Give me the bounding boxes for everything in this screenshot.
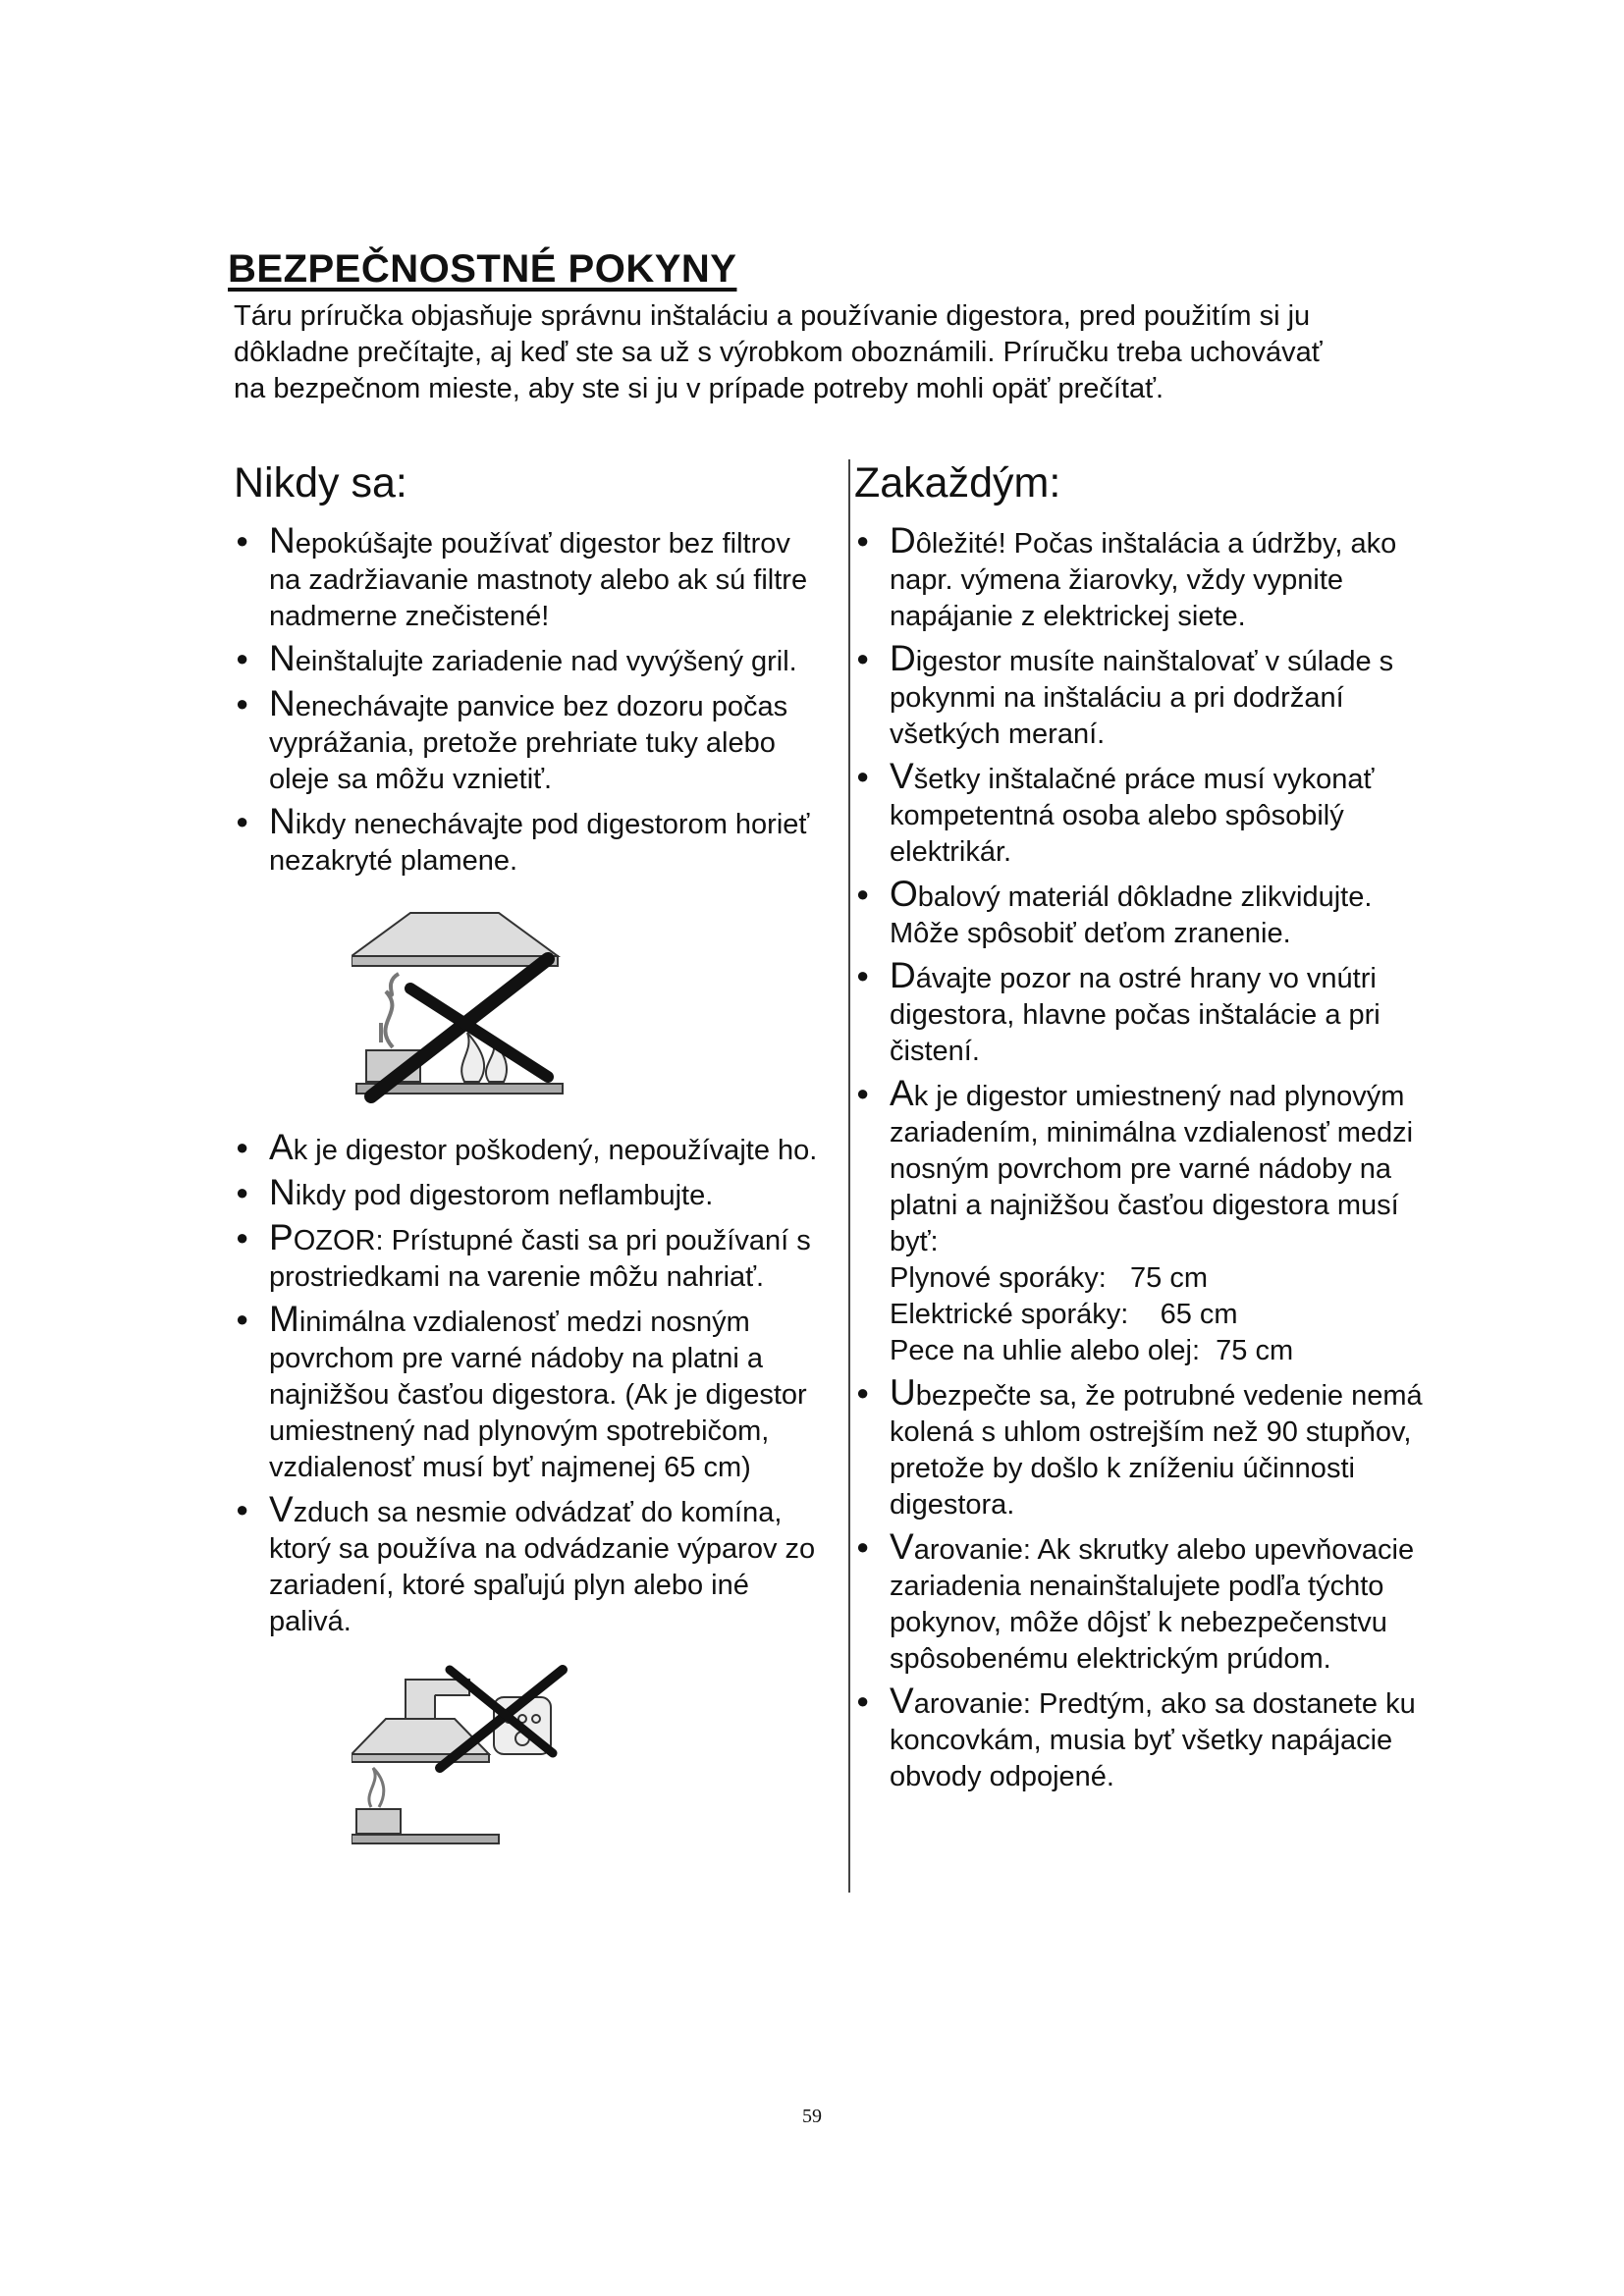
bullet-icon: ● xyxy=(856,646,870,670)
list-item: ● Nenechávajte panvice bez dozoru počas vyprážania, pretože prehriate tuky alebo oleje sa môžu vznietiť. xyxy=(236,683,788,795)
bullet-icon: ● xyxy=(856,1688,870,1713)
bullet-icon: ● xyxy=(236,1307,249,1331)
bullet-icon: ● xyxy=(856,1534,870,1559)
bullet-icon: ● xyxy=(236,1135,249,1159)
never-list xyxy=(234,522,823,880)
list-item: ● POZOR: Prístupné časti sa pri používaní s prostriedkami na varenie môžu nahriať. xyxy=(236,1217,811,1293)
bullet-icon: ● xyxy=(236,809,249,833)
list-item: ● Varovanie: Predtým, ako sa dostanete ku koncovkám, musia byť všetky napájacie obvody odpojené. xyxy=(856,1681,1416,1792)
page-number: 59 xyxy=(802,2106,822,2127)
bullet-icon: ● xyxy=(236,528,249,553)
list-item: ● Minimálna vzdialenosť medzi nosným povrchom pre varné nádoby na platni a najnižšou časťou digestora. (Ak je digestor umiestnený nad plynovým spotrebičom, vzdialenosť musí byť najmenej 65 cm) xyxy=(236,1299,807,1483)
list-item: ● Nepokúšajte používať digestor bez filtrov na zadržiavanie mastnoty alebo ak sú filtre nadmerne znečistené! xyxy=(236,520,808,632)
list-item: ● Vzduch sa nesmie odvádzať do komína, ktorý sa používa na odvádzanie výparov zo zariadení, ktoré spaľujú plyn alebo iné palivá. xyxy=(236,1489,816,1637)
bullet-icon: ● xyxy=(236,646,249,670)
never-list-continued xyxy=(234,1129,823,1640)
never-column xyxy=(234,457,823,1874)
bullet-icon: ● xyxy=(856,1081,870,1105)
list-item: ● Ak je digestor umiestnený nad plynovým zariadením, minimálna vzdialenosť medzi nosným povrchom pre varné nádoby na platni a najnižšou časťou digestora musí byť: Plynové sporáky: 75 cm Elektrické sporáky: 65 cm Pece na uhlie alebo olej: 75 cm xyxy=(854,1075,1443,1369)
distance-gas: Plynové sporáky: 75 cm xyxy=(890,1262,1208,1294)
no-chimney-exhaust-illustration xyxy=(352,1660,577,1856)
list-item: ● Digestor musíte nainštalovať v súlade s pokynmi na inštaláciu a pri dodržaní všetkých meraní. xyxy=(856,638,1394,750)
list-item: ● Dôležité! Počas inštalácia a údržby, ako napr. výmena žiarovky, vždy vypnite napájanie z elektrickej siete. xyxy=(856,520,1397,632)
bullet-icon: ● xyxy=(856,963,870,988)
bullet-icon: ● xyxy=(856,1380,870,1405)
list-item: ● Dávajte pozor na ostré hrany vo vnútri digestora, hlavne počas inštalácie a pri čistení. xyxy=(856,955,1380,1067)
list-item: ● Varovanie: Ak skrutky alebo upevňovacie zariadenia nenainštalujete podľa týchto pokynov, môže dôjsť k nebezpečenstvu spôsobenému elektrickým prúdom. xyxy=(856,1526,1415,1675)
page-title: BEZPEČNOSTNÉ POKYNY xyxy=(228,247,737,291)
list-item: ● Nikdy pod digestorom neflambujte. xyxy=(236,1172,714,1212)
list-item: ● Ubezpečte sa, že potrubné vedenie nemá kolená s uhlom ostrejším než 90 stupňov, pretože by došlo k zníženiu účinnosti digestora. xyxy=(856,1372,1423,1521)
intro-line: na bezpečnom mieste, aby ste si ju v prípade potreby mohli opäť prečítať. xyxy=(234,373,1164,404)
list-item: ● Obalový materiál dôkladne zlikvidujte. Môže spôsobiť deťom zranenie. xyxy=(856,874,1373,949)
never-heading: Nikdy sa: xyxy=(234,459,407,507)
intro-line: Táru príručka objasňuje správnu inštaláciu a používanie digestora, pred použitím si ju xyxy=(234,300,1311,332)
list-item: ● Ak je digestor poškodený, nepoužívajte ho. xyxy=(236,1127,818,1167)
list-item: ● Neinštalujte zariadenie nad vyvýšený gril. xyxy=(236,638,797,678)
bullet-icon: ● xyxy=(236,1497,249,1522)
distance-coal: Pece na uhlie alebo olej: 75 cm xyxy=(890,1335,1294,1366)
list-item: ● Všetky inštalačné práce musí vykonať kompetentná osoba alebo spôsobilý elektrikár. xyxy=(856,756,1375,868)
intro-paragraph xyxy=(234,298,1441,407)
always-column xyxy=(854,457,1443,1800)
column-divider xyxy=(848,459,850,1893)
bullet-icon: ● xyxy=(236,1180,249,1204)
no-open-flame-illustration xyxy=(352,905,568,1111)
always-list xyxy=(854,522,1443,1795)
bullet-icon: ● xyxy=(856,764,870,788)
bullet-icon: ● xyxy=(856,528,870,553)
distance-electric: Elektrické sporáky: 65 cm xyxy=(890,1299,1238,1330)
bullet-icon: ● xyxy=(236,691,249,716)
bullet-icon: ● xyxy=(236,1225,249,1250)
intro-line: dôkladne prečítajte, aj keď ste sa už s výrobkom oboznámili. Príručku treba uchovávať xyxy=(234,337,1323,368)
always-heading: Zakaždým: xyxy=(854,459,1061,507)
list-item: ● Nikdy nenechávajte pod digestorom horieť nezakryté plamene. xyxy=(236,801,810,877)
bullet-icon: ● xyxy=(856,881,870,906)
